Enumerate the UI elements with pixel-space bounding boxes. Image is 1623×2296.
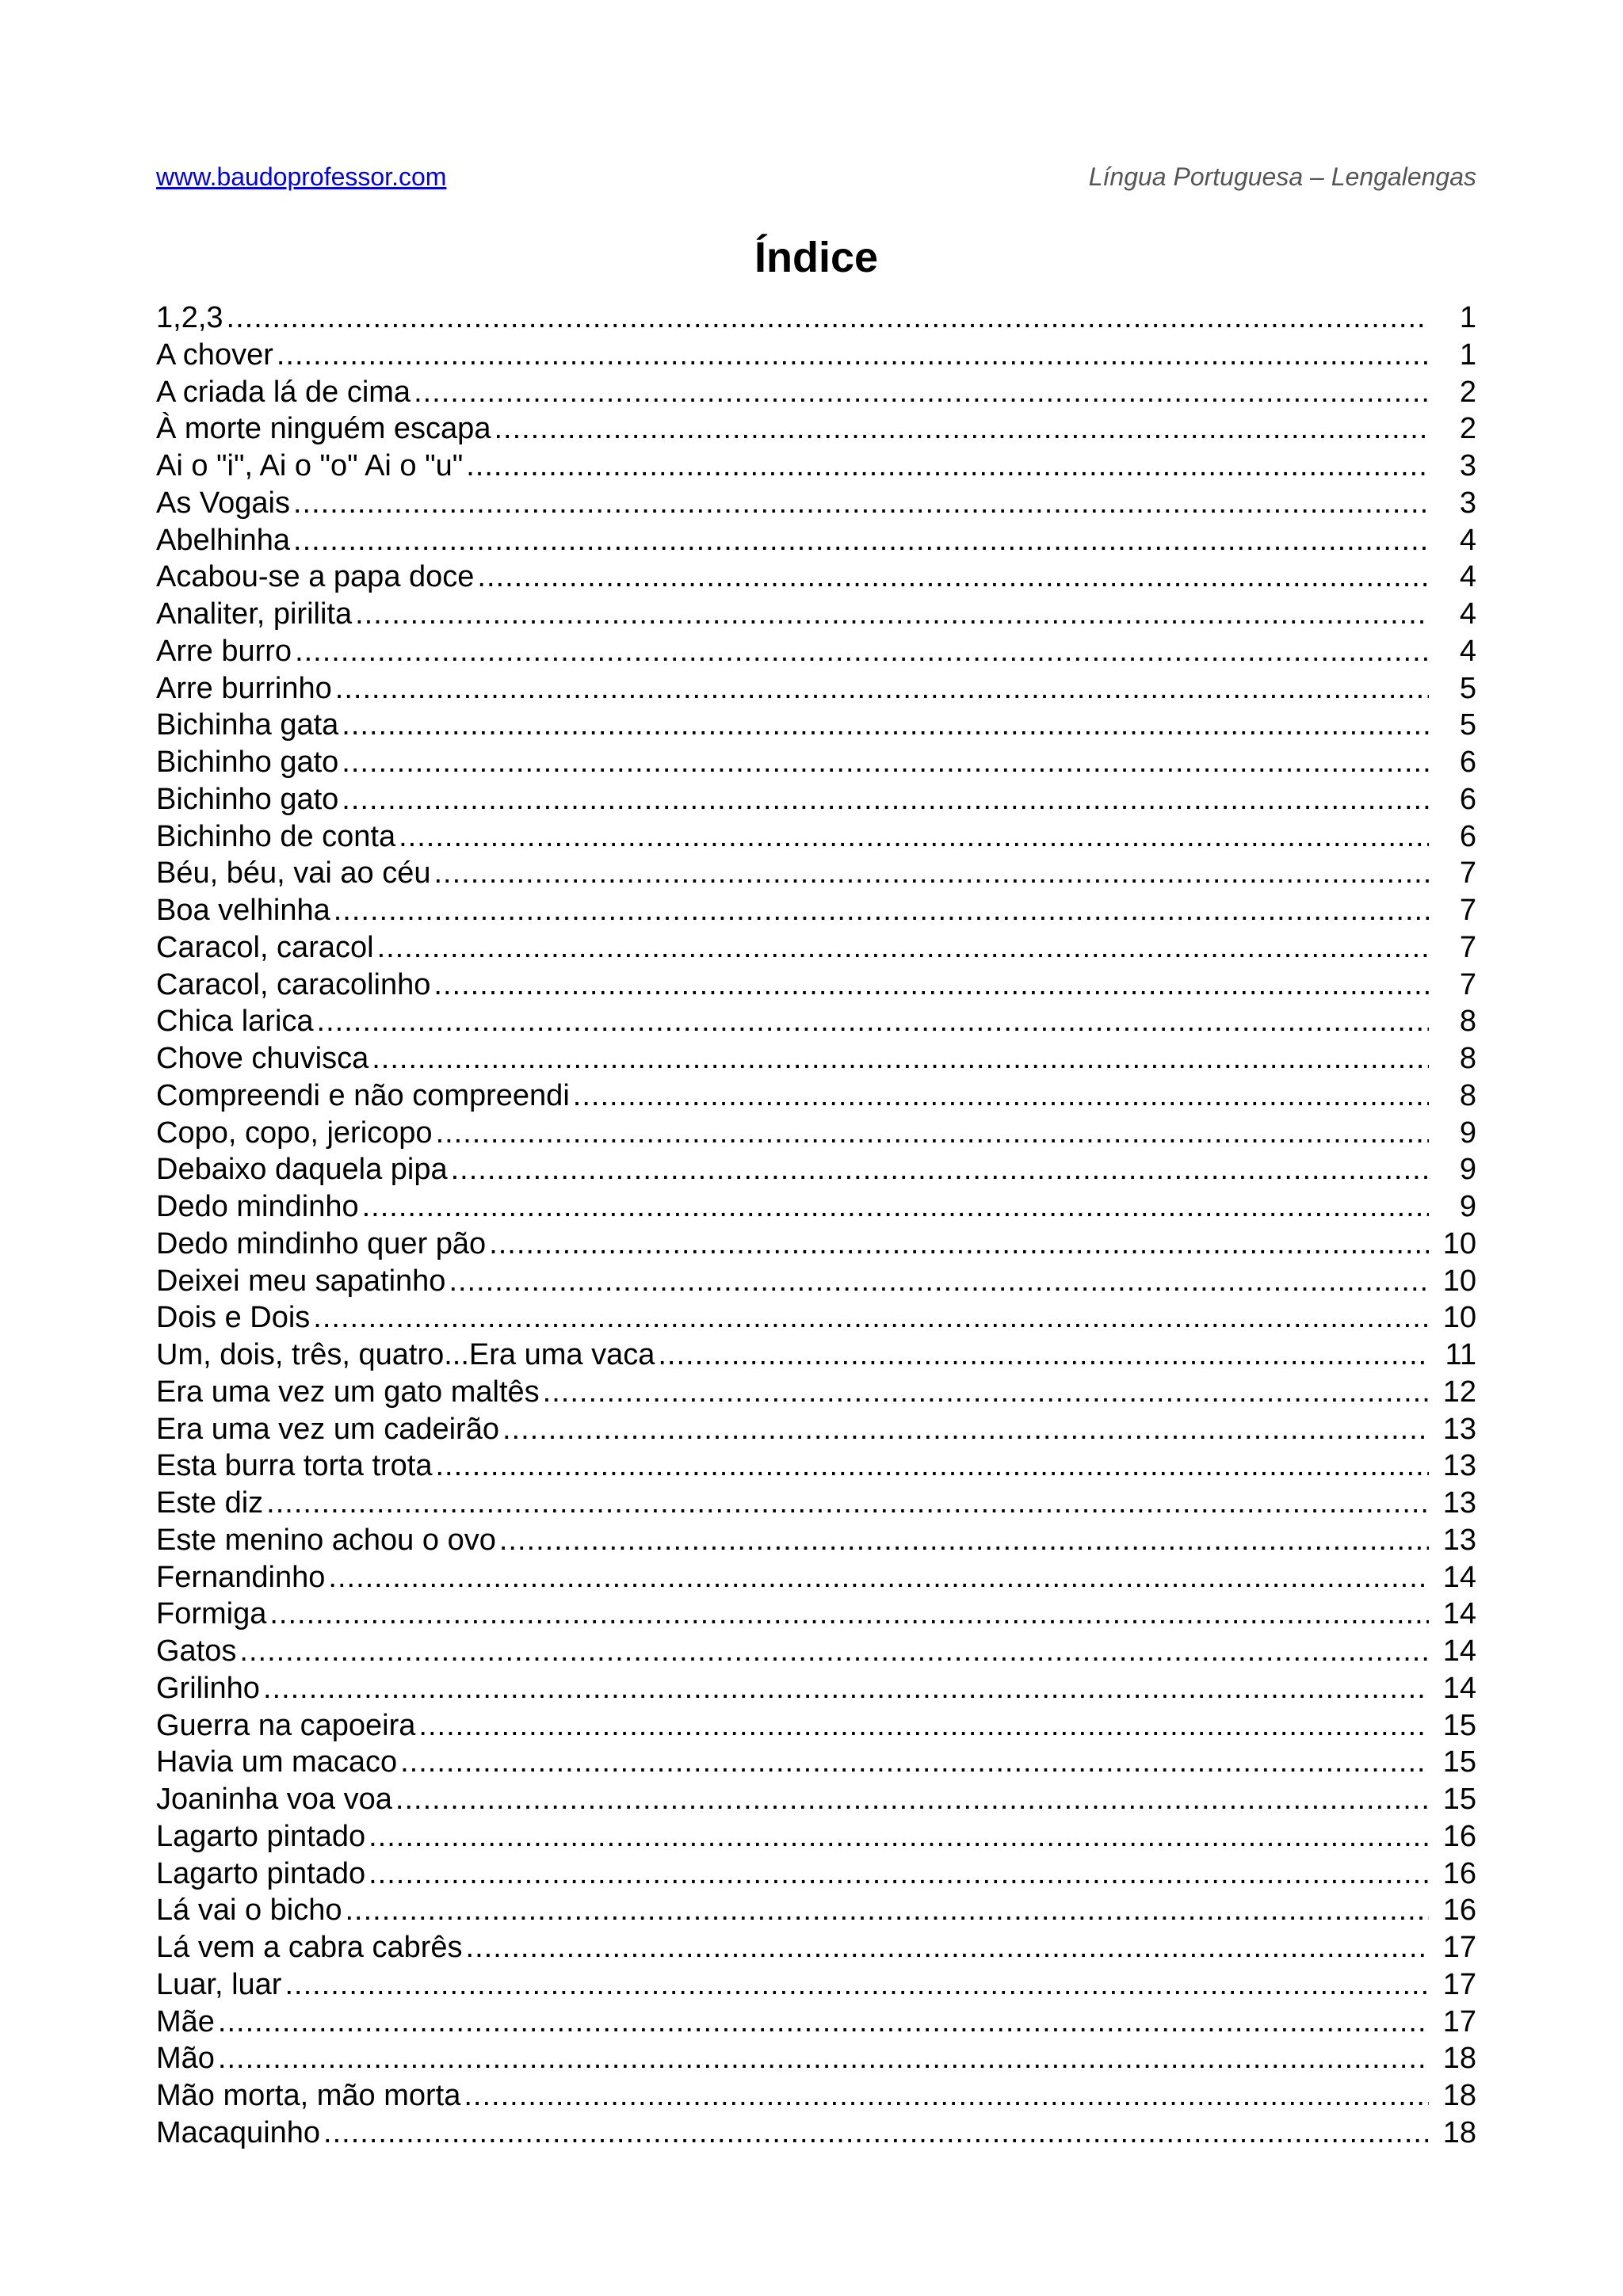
toc-entry[interactable] (156, 1337, 1476, 1374)
toc-entry-title: Arre burrinho (156, 671, 332, 705)
toc-entry-title: Era uma vez um cadeirão (156, 1412, 499, 1446)
toc-page-number: 7 (1459, 967, 1476, 1001)
page-header (156, 158, 1476, 195)
toc-entry[interactable] (156, 781, 1476, 818)
toc-page-number: 14 (1442, 1634, 1476, 1668)
toc-page-number: 4 (1459, 634, 1476, 668)
toc-entry-title: Lá vai o bicho (156, 1894, 342, 1928)
toc-page-number: 15 (1442, 1783, 1476, 1816)
toc-page-number: 12 (1442, 1375, 1476, 1409)
toc-page-number: 2 (1459, 375, 1476, 409)
toc-dot-leader (392, 1781, 1429, 1818)
toc-page-number: 13 (1442, 1412, 1476, 1446)
toc-entry-title: Um, dois, três, quatro...Era uma vaca (156, 1338, 655, 1371)
toc-entry-title: Mão (156, 2042, 215, 2076)
toc-entry[interactable] (156, 1151, 1476, 1188)
toc-page-number: 10 (1442, 1226, 1476, 1261)
toc-entry-title: Acabou-se a papa doce (156, 560, 475, 594)
toc-entry[interactable] (156, 1966, 1476, 2004)
toc-entry-title: Copo, copo, jericopo (156, 1116, 433, 1150)
toc-entry[interactable] (156, 1670, 1476, 1707)
toc-page-number: 17 (1442, 1967, 1476, 2001)
toc-dot-leader (445, 1263, 1429, 1300)
toc-dot-leader (365, 1855, 1429, 1893)
toc-entry-title: Formiga (156, 1597, 267, 1631)
toc-page-number: 14 (1442, 1560, 1476, 1594)
toc-dot-leader (433, 1115, 1429, 1152)
toc-entry-title: Macaquinho (156, 2115, 321, 2149)
toc-entry[interactable] (156, 299, 1476, 337)
toc-page-number: 5 (1459, 708, 1476, 742)
toc-entry-title: Compreendi e não compreendi (156, 1078, 570, 1112)
toc-entry[interactable] (156, 707, 1476, 744)
toc-entry-title: Dois e Dois (156, 1301, 311, 1335)
toc-entry-title: Gatos (156, 1634, 237, 1668)
toc-entry[interactable] (156, 1559, 1476, 1596)
toc-dot-leader (215, 2004, 1429, 2041)
toc-entry-title: Caracol, caracol (156, 930, 374, 964)
toc-entry[interactable] (156, 1040, 1476, 1077)
toc-entry[interactable] (156, 1447, 1476, 1485)
toc-entry-title: Lagarto pintado (156, 1819, 366, 1853)
toc-entry[interactable] (156, 522, 1476, 559)
toc-dot-leader (330, 892, 1429, 929)
toc-page-number: 14 (1442, 1671, 1476, 1705)
toc-entry-title: Abelhinha (156, 523, 291, 557)
toc-entry-title: Guerra na capoeira (156, 1708, 416, 1742)
toc-dot-leader (338, 744, 1429, 781)
toc-page-number: 7 (1459, 856, 1476, 891)
toc-dot-leader (397, 1744, 1429, 1781)
toc-page-number: 10 (1442, 1301, 1476, 1335)
toc-page-number: 9 (1459, 1153, 1476, 1187)
toc-entry[interactable] (156, 1485, 1476, 1522)
toc-dot-leader (332, 670, 1429, 707)
toc-page-number: 16 (1442, 1819, 1476, 1853)
toc-entry[interactable] (156, 2040, 1476, 2077)
toc-dot-leader (290, 485, 1429, 522)
toc-page-number: 14 (1442, 1597, 1476, 1631)
toc-dot-leader (411, 374, 1429, 411)
toc-entry[interactable] (156, 1818, 1476, 1855)
toc-entry[interactable] (156, 1522, 1476, 1559)
toc-dot-leader (338, 781, 1429, 818)
toc-page-number: 8 (1459, 1078, 1476, 1112)
toc-dot-leader (374, 929, 1429, 967)
toc-entry[interactable] (156, 633, 1476, 670)
toc-dot-leader (655, 1337, 1429, 1374)
toc-page-number: 11 (1445, 1338, 1476, 1371)
toc-entry[interactable] (156, 670, 1476, 707)
table-of-contents (156, 299, 1476, 2152)
toc-entry[interactable] (156, 2004, 1476, 2041)
toc-entry[interactable] (156, 929, 1476, 967)
toc-entry[interactable] (156, 1226, 1476, 1263)
toc-dot-leader (430, 967, 1429, 1004)
toc-page-number: 4 (1459, 597, 1476, 631)
toc-entry-title: Boa velhinha (156, 894, 330, 927)
toc-dot-leader (365, 1818, 1429, 1855)
toc-entry[interactable] (156, 1892, 1476, 1929)
toc-dot-leader (395, 818, 1429, 856)
toc-entry[interactable] (156, 1299, 1476, 1337)
toc-dot-leader (310, 1299, 1429, 1337)
toc-page-number: 10 (1442, 1264, 1476, 1298)
toc-entry-title: Béu, béu, vai ao céu (156, 856, 431, 891)
page-title: Índice (754, 234, 879, 281)
toc-page-number: 6 (1459, 819, 1476, 853)
toc-page-number: 15 (1442, 1745, 1476, 1779)
toc-page-number: 8 (1459, 1005, 1476, 1039)
toc-dot-leader (292, 633, 1429, 670)
toc-entry-title: Luar, luar (156, 1967, 282, 2001)
toc-entry-title: Era uma vez um gato maltês (156, 1375, 540, 1409)
toc-entry[interactable] (156, 1929, 1476, 1966)
toc-page-number: 7 (1459, 930, 1476, 964)
toc-entry-title: Esta burra torta trota (156, 1449, 433, 1483)
toc-dot-leader (369, 1040, 1429, 1077)
toc-dot-leader (448, 1151, 1429, 1188)
toc-entry[interactable] (156, 1633, 1476, 1670)
toc-entry-title: Dedo mindinho (156, 1190, 359, 1223)
toc-entry-title: Joaninha voa voa (156, 1783, 392, 1816)
toc-entry[interactable] (156, 1003, 1476, 1040)
toc-entry-title: Arre burro (156, 634, 292, 668)
toc-dot-leader (491, 410, 1429, 448)
toc-dot-leader (314, 1003, 1429, 1040)
toc-dot-leader (281, 1966, 1429, 2004)
toc-entry[interactable] (156, 448, 1476, 485)
toc-entry[interactable] (156, 818, 1476, 856)
toc-dot-leader (260, 1670, 1429, 1707)
toc-entry-title: Analiter, pirilita (156, 597, 353, 631)
toc-entry-title: Este menino achou o ovo (156, 1523, 496, 1557)
toc-dot-leader (499, 1411, 1429, 1448)
toc-dot-leader (415, 1707, 1429, 1745)
toc-dot-leader (338, 707, 1429, 744)
website-link[interactable]: www.baudoprofessor.com (156, 162, 447, 191)
toc-entry[interactable] (156, 485, 1476, 522)
toc-page-number: 8 (1459, 1042, 1476, 1075)
toc-page-number: 17 (1442, 2004, 1476, 2039)
toc-entry-title: Bichinho gato (156, 746, 339, 779)
toc-entry-title: Mão morta, mão morta (156, 2079, 461, 2112)
toc-page-number: 1 (1459, 338, 1476, 372)
toc-dot-leader (290, 522, 1429, 559)
header-subject: Língua Portuguesa – Lengalengas (1088, 162, 1476, 191)
toc-entry-title: Havia um macaco (156, 1745, 398, 1779)
toc-entry[interactable] (156, 1855, 1476, 1893)
toc-entry[interactable] (156, 1781, 1476, 1818)
toc-entry[interactable] (156, 559, 1476, 596)
toc-entry[interactable] (156, 410, 1476, 448)
toc-dot-leader (460, 2077, 1429, 2115)
toc-entry-title: A criada lá de cima (156, 375, 411, 409)
toc-entry[interactable] (156, 967, 1476, 1004)
toc-page-number: 5 (1459, 671, 1476, 705)
toc-dot-leader (236, 1633, 1429, 1670)
toc-dot-leader (342, 1892, 1430, 1929)
toc-dot-leader (359, 1188, 1429, 1226)
toc-page-number: 3 (1459, 486, 1476, 520)
toc-page-number: 13 (1442, 1523, 1476, 1557)
toc-dot-leader (352, 596, 1429, 633)
toc-page-number: 18 (1442, 2042, 1476, 2076)
toc-dot-leader (474, 559, 1429, 596)
toc-page-number: 9 (1459, 1190, 1476, 1223)
toc-entry-title: Deixei meu sapatinho (156, 1264, 446, 1298)
toc-page-number: 4 (1459, 560, 1476, 594)
toc-page-number: 16 (1442, 1894, 1476, 1928)
toc-dot-leader (496, 1522, 1429, 1559)
toc-page-number: 15 (1442, 1708, 1476, 1742)
toc-dot-leader (463, 448, 1429, 485)
toc-entry[interactable] (156, 1374, 1476, 1411)
toc-entry-title: 1,2,3 (156, 301, 223, 334)
toc-page-number: 6 (1459, 746, 1476, 779)
toc-entry[interactable] (156, 2077, 1476, 2115)
toc-page-number: 16 (1442, 1856, 1476, 1890)
toc-entry[interactable] (156, 337, 1476, 374)
toc-entry[interactable] (156, 374, 1476, 411)
toc-page-number: 3 (1459, 449, 1476, 482)
toc-entry[interactable] (156, 892, 1476, 929)
toc-entry[interactable] (156, 1707, 1476, 1745)
toc-entry-title: Este diz (156, 1486, 264, 1520)
toc-entry[interactable] (156, 1115, 1476, 1152)
toc-entry[interactable] (156, 1077, 1476, 1115)
toc-entry-title: Bichinha gata (156, 708, 339, 742)
toc-page-number: 6 (1459, 782, 1476, 816)
toc-page-number: 7 (1459, 894, 1476, 927)
toc-page-number: 13 (1442, 1486, 1476, 1520)
toc-dot-leader (433, 1447, 1430, 1485)
toc-entry-title: Chica larica (156, 1005, 314, 1039)
toc-dot-leader (463, 1929, 1429, 1966)
toc-page-number: 4 (1459, 523, 1476, 557)
toc-entry-title: Bichinho gato (156, 782, 339, 816)
toc-page-number: 17 (1442, 1931, 1476, 1964)
toc-dot-leader (266, 1596, 1429, 1633)
toc-dot-leader (486, 1226, 1429, 1263)
toc-dot-leader (570, 1077, 1429, 1115)
toc-page-number: 18 (1442, 2115, 1476, 2149)
toc-entry-title: Caracol, caracolinho (156, 967, 431, 1001)
toc-entry-title: Fernandinho (156, 1560, 326, 1594)
toc-entry[interactable] (156, 1596, 1476, 1633)
toc-entry-title: Lá vem a cabra cabrês (156, 1931, 463, 1964)
toc-entry[interactable] (156, 1263, 1476, 1300)
toc-entry-title: Mãe (156, 2004, 215, 2039)
toc-entry-title: Bichinho de conta (156, 819, 396, 853)
toc-page-number: 13 (1442, 1449, 1476, 1483)
toc-entry-title: Debaixo daquela pipa (156, 1153, 448, 1187)
toc-dot-leader (215, 2040, 1429, 2077)
toc-entry-title: À morte ninguém escapa (156, 412, 491, 446)
toc-entry[interactable] (156, 855, 1476, 892)
toc-entry-title: Lagarto pintado (156, 1856, 366, 1890)
toc-dot-leader (223, 299, 1429, 337)
toc-entry[interactable] (156, 1744, 1476, 1781)
toc-dot-leader (430, 855, 1429, 892)
toc-page-number: 9 (1459, 1116, 1476, 1150)
toc-dot-leader (320, 2115, 1429, 2152)
toc-page-number: 18 (1442, 2079, 1476, 2112)
toc-page-number: 1 (1459, 301, 1476, 334)
toc-page-number: 2 (1459, 412, 1476, 446)
toc-entry-title: A chover (156, 338, 273, 372)
toc-entry-title: Grilinho (156, 1671, 260, 1705)
toc-dot-leader (540, 1374, 1429, 1411)
toc-entry-title: Ai o "i", Ai o "o" Ai o "u" (156, 449, 464, 482)
toc-entry[interactable] (156, 2115, 1476, 2152)
toc-dot-leader (263, 1485, 1429, 1522)
toc-entry[interactable] (156, 1188, 1476, 1226)
toc-entry[interactable] (156, 744, 1476, 781)
toc-entry-title: As Vogais (156, 486, 290, 520)
toc-entry-title: Dedo mindinho quer pão (156, 1226, 487, 1261)
toc-dot-leader (273, 337, 1429, 374)
toc-entry[interactable] (156, 1411, 1476, 1448)
toc-entry[interactable] (156, 596, 1476, 633)
toc-entry-title: Chove chuvisca (156, 1042, 369, 1075)
toc-dot-leader (325, 1559, 1429, 1596)
